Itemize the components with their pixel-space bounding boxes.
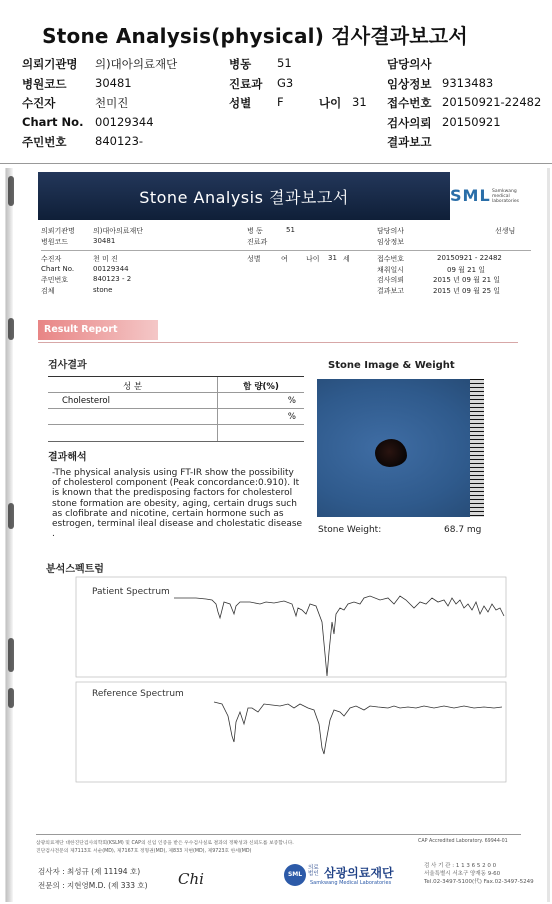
sex-value: F	[277, 95, 284, 109]
samkwang-name: 삼광의료재단	[324, 866, 394, 880]
lab-code: 검 사 기 관 : 1 1 3 6 5 2 0 0	[424, 863, 497, 869]
info-sex-label: 성별	[247, 255, 261, 263]
info-receipt: 20150921 - 22482	[437, 254, 502, 262]
report-date-label: 결과보고	[387, 135, 432, 149]
scanned-report	[5, 168, 550, 902]
results-table-header	[48, 377, 304, 393]
info-divider	[41, 250, 531, 251]
amount-cell: %	[287, 396, 296, 406]
lab-phone: Tel.02-3497-5100(代) Fax.02-3497-5249	[424, 879, 534, 885]
specialist-name: 전문의 : 지현영M.D. (제 333 호)	[38, 881, 148, 890]
accreditation-note-2: 진단검사전문의 제7113호 서순(MD), 제7167호 정형권(MD), 제833 지현(MD), 제9723호 한세(MD)	[36, 849, 252, 854]
header-row-institution	[22, 56, 547, 76]
sml-logo-mark: SML	[450, 186, 491, 205]
accreditation-note: 삼광의료재단 대한진단검사의학회(KSLM) 및 CAP의 신임 인증을 받은 우수검사실로 결과의 정확성과 신뢰도를 보증합니다.	[36, 841, 294, 846]
request-date-label: 검사의뢰	[387, 115, 432, 130]
col-amount-header: 함 량(%)	[243, 382, 279, 392]
sml-logo-subtitle: Samkwang medical laboratories	[492, 189, 519, 204]
table-row	[48, 425, 304, 441]
receipt-no-label: 접수번호	[387, 96, 432, 110]
info-doctor-label: 담당의사	[377, 227, 405, 235]
spectrum-heading: 분석스펙트럼	[46, 564, 104, 575]
reference-spectrum-label: Reference Spectrum	[92, 689, 184, 699]
info-report-date: 2015 년 09 월 25 일	[433, 286, 501, 295]
banner-title: Stone Analysis 결과보고서	[139, 188, 349, 207]
clinical-info-label: 임상정보	[387, 76, 432, 91]
patient-spectrum-label: Patient Spectrum	[92, 587, 170, 597]
tester-name: 검사자 : 최성규 (제 11194 호)	[38, 867, 141, 876]
header-row-patient	[22, 95, 547, 115]
interpretation-text: -The physical analysis using FT-IR show the possibility of cholesterol component (Peak concordance:0.910). It is known that the predisposing factors for cholesterol stone formation are obesity, aging, certain drugs such as clofibrate and nicotine, certain hormone such as estrogen, terminal ileal disease and cholestatic disease .	[52, 468, 303, 540]
samkwang-name-en: Samkwang Medical Laboratories	[310, 880, 392, 886]
hospital-code-label: 병원코드	[22, 76, 67, 91]
footer-divider	[36, 834, 521, 835]
component-cell	[48, 425, 218, 441]
scan-smudge	[8, 176, 14, 206]
spectrum-panel	[44, 574, 514, 786]
header-info-grid	[22, 56, 547, 154]
table-row	[48, 393, 304, 409]
interpretation-heading: 결과해석	[48, 452, 87, 463]
component-cell	[48, 409, 218, 424]
info-resident-label: 주민번호	[41, 276, 69, 284]
result-report-label: Result Report	[44, 324, 118, 335]
result-report-bar	[38, 320, 158, 340]
measurement-ruler	[470, 379, 484, 517]
info-institution: 의)대아의료재단	[93, 227, 144, 235]
scan-edge-right	[547, 168, 550, 902]
info-institution-label: 의뢰기관명	[41, 227, 75, 235]
info-request-date: 2015 년 09 월 21 일	[433, 276, 501, 284]
patient-label: 수진자	[22, 96, 56, 110]
header-divider	[0, 163, 552, 164]
reference-spectrum-trace	[214, 702, 502, 754]
col-component-header: 성 분	[48, 377, 218, 392]
results-heading: 검사결과	[48, 360, 87, 371]
stone-image-heading: Stone Image & Weight	[328, 360, 455, 371]
info-age: 31	[328, 254, 337, 262]
chart-no-value: 00129344	[95, 114, 154, 129]
header-row-resident	[22, 134, 547, 154]
info-chart-label: Chart No.	[41, 264, 75, 273]
institution-value: 의)대아의료재단	[95, 57, 178, 71]
info-ward: 51	[286, 226, 295, 234]
specialist-signature: Chi	[178, 870, 204, 888]
info-resident: 840123 - 2	[93, 275, 132, 283]
ward-value: 51	[277, 56, 292, 70]
info-sex: 여	[281, 255, 288, 263]
age-label: 나이	[319, 96, 342, 110]
sml-logo	[450, 186, 530, 214]
info-age-label: 나이	[306, 255, 320, 263]
info-doctor: 선생님	[495, 227, 516, 235]
dept-label: 진료과	[229, 76, 263, 91]
page-title: Stone Analysis(physical) 검사결과보고서	[42, 24, 468, 48]
scan-smudge	[8, 638, 14, 672]
info-request-label: 검사의뢰	[377, 276, 405, 284]
patient-spectrum-trace	[174, 596, 504, 676]
result-report-rule	[38, 342, 518, 343]
info-collect-date: 09 월 21 일	[447, 265, 486, 274]
info-receipt-label: 접수번호	[377, 255, 405, 263]
sex-label: 성별	[229, 96, 252, 110]
hospital-code-value: 30481	[95, 75, 132, 90]
amount-cell: %	[287, 412, 296, 422]
receipt-no-value: 20150921-22482	[442, 95, 542, 109]
info-hospital-code-label: 병원코드	[41, 237, 69, 246]
info-patient-label: 수진자	[41, 255, 62, 263]
age-value: 31	[352, 95, 367, 109]
stone-weight-label: Stone Weight:	[318, 525, 382, 535]
scan-edge-shadow	[6, 168, 13, 902]
table-row	[48, 409, 304, 425]
info-specimen: stone	[93, 285, 113, 294]
samkwang-prefix: 의료 법인	[308, 865, 319, 877]
info-hospital-code: 30481	[93, 236, 116, 245]
header-row-chart	[22, 115, 547, 135]
info-report-label: 결과보고	[377, 286, 405, 295]
resident-no-label: 주민번호	[22, 135, 67, 149]
resident-no-value: 840123-	[95, 134, 144, 148]
cap-accreditation: CAP Accredited Laboratory. 69944-01	[418, 839, 508, 844]
dept-value: G3	[277, 75, 294, 90]
doctor-label: 담당의사	[387, 57, 432, 71]
institution-label: 의뢰기관명	[22, 57, 78, 71]
results-table	[48, 376, 304, 442]
info-dept-label: 진료과	[247, 237, 268, 246]
samkwang-logo	[284, 864, 414, 892]
info-ward-label: 병 동	[247, 227, 263, 235]
stone-specimen	[375, 439, 407, 467]
info-collect-label: 채취일시	[377, 265, 405, 274]
chart-no-label: Chart No.	[22, 114, 84, 129]
info-chart: 00129344	[93, 264, 129, 273]
lab-street: 서울특별시 서초구 양재동 9-60	[424, 871, 501, 877]
ward-label: 병동	[229, 57, 252, 71]
info-specimen-label: 검체	[41, 286, 55, 295]
info-age-unit: 세	[343, 255, 350, 263]
spectrum-plots	[44, 574, 514, 786]
info-clinical-label: 임상정보	[377, 237, 405, 246]
request-date-value: 20150921	[442, 114, 501, 129]
component-cell: Cholesterol	[48, 393, 218, 408]
patient-value: 천미진	[95, 96, 129, 110]
scan-smudge	[8, 503, 14, 529]
clinical-info-value: 9313483	[442, 75, 494, 90]
scan-smudge	[8, 318, 14, 340]
info-patient: 천 미 진	[93, 255, 118, 263]
scan-smudge	[8, 688, 14, 708]
header-row-hospital	[22, 76, 547, 96]
report-info-block	[41, 226, 531, 296]
report-banner	[38, 172, 450, 220]
stone-photo	[317, 379, 484, 517]
samkwang-badge: SML	[284, 864, 306, 886]
stone-weight-value: 68.7 mg	[444, 525, 482, 535]
amount-cell	[218, 425, 304, 441]
lab-address	[424, 862, 534, 886]
